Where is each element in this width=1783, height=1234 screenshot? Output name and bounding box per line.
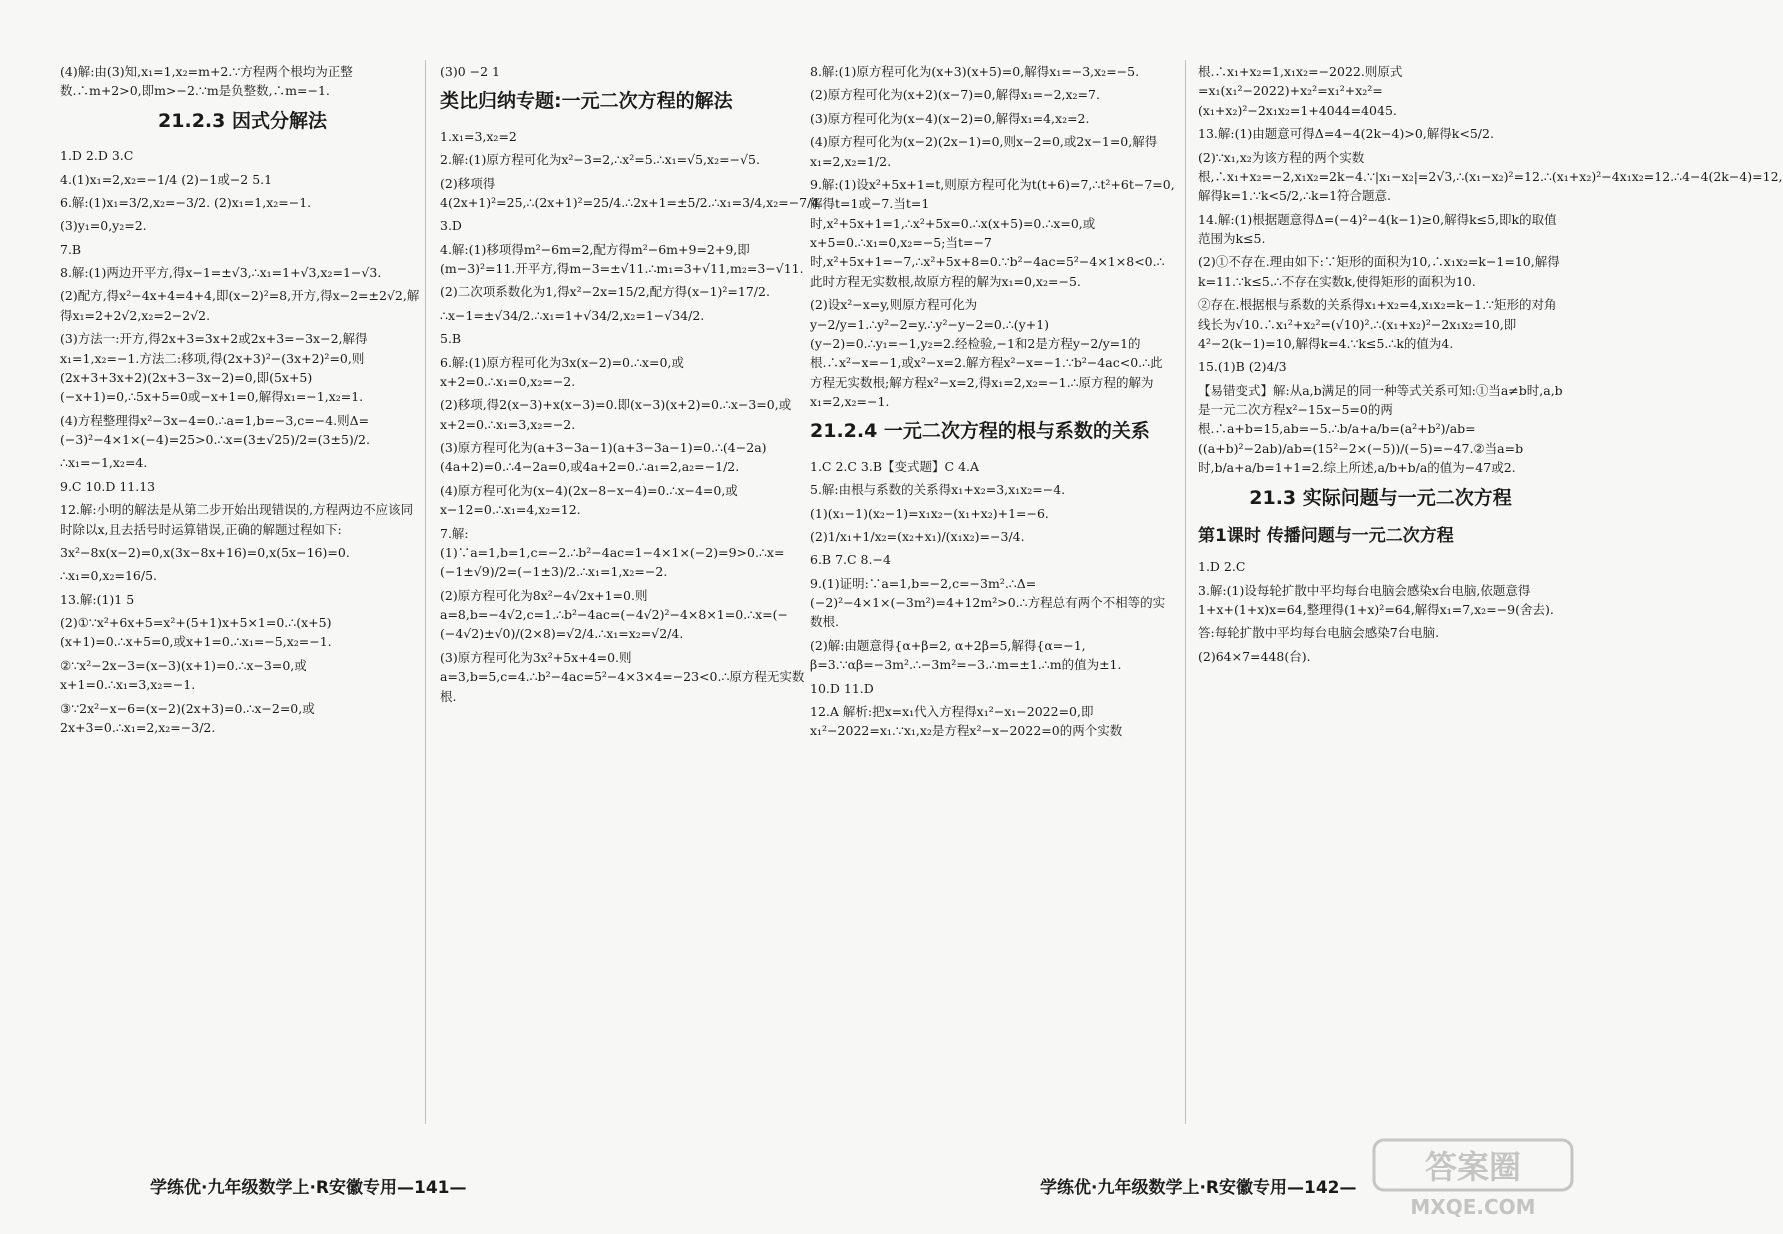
svg-text:答案圈: 答案圈 [1424,1148,1522,1186]
answer-line: 13.解:(1)1 5 [60,591,135,607]
answer-line: 14.解:(1)根据题意得Δ=(−4)²−4(k−1)≥0,解得k≤5,即k的取值范围为k≤5. [1198,211,1557,246]
answer-line: 6.解:(1)原方程可化为3x(x−2)=0.∴x=0,或x+2=0.∴x₁=0,x₂=−2. [440,354,684,389]
answer-line: 9.C 10.D 11.13 [60,478,156,494]
answer-line: (2)配方,得x²−4x+4=4+4,即(x−2)²=8,开方,得x−2=±2√2,解得x₁=2+2√2,x₂=2−2√2. [60,288,420,323]
answer-line: (2)①∵x²+6x+5=x²+(5+1)x+5×1=0.∴(x+5)(x+1)=0.∴x+5=0,或x+1=0.∴x₁=−5,x₂=−1. [60,615,332,650]
answer-line: 根.∴x₁+x₂=1,x₁x₂=−2022.则原式=x₁(x₁²−2022)+x₂²=x₁²+x₂²=(x₁+x₂)²−2x₁x₂=1+4044=4045. [1198,64,1403,118]
answer-line: 3x²−8x(x−2)=0,x(3x−8x+16)=0,x(5x−16)=0. [60,544,350,560]
section-title: 类比归纳专题:一元二次方程的解法 [440,90,733,113]
page-footer-142: 学练优·九年级数学上·R安徽专用—142— [1040,1178,1357,1198]
answer-line: 3.解:(1)设每轮扩散中平均每台电脑会感染x台电脑,依题意得1+x+(1+x)x=64,整理得(1+x)²=64,解得x₁=7,x₂=−9(舍去). [1198,582,1554,618]
answer-line: 4.(1)x₁=2,x₂=−1/4 (2)−1或−2 5.1 [60,171,273,187]
answer-line: (3)原方程可化为(x−4)(x−2)=0,解得x₁=4,x₂=2. [810,110,1090,126]
section-title: 21.2.3 因式分解法 [158,109,327,132]
answer-line: 13.解:(1)由题意可得Δ=4−4(2k−4)>0,解得k<5/2. [1198,126,1494,142]
answer-line: (3)原方程可化为3x²+5x+4=0.则a=3,b=5,c=4.∴b²−4ac=5²−4×3×4=−23<0.∴原方程无实数根. [440,649,805,704]
answer-line: (3)原方程可化为(a+3−3a−1)(a+3−3a−1)=0.∴(4−2a)(4a+2)=0.∴4−2a=0,或4a+2=0.∴a₁=2,a₂=−1/2. [440,440,767,475]
answer-line: (2)解:由题意得{α+β=2, α+2β=5,解得{α=−1, β=3.∵αβ=−3m².∴−3m²=−3.∴m=±1.∴m的值为±1. [810,637,1122,673]
answer-line: 5.解:由根与系数的关系得x₁+x₂=3,x₁x₂=−4. [810,482,1066,498]
answer-line: (3)y₁=0,y₂=2. [60,218,147,234]
answer-line: (2)64×7=448(台). [1198,648,1311,664]
page-footer-141: 学练优·九年级数学上·R安徽专用—141— [150,1178,467,1198]
answer-line: 6.B 7.C 8.−4 [810,552,891,568]
answer-line: 12.A 解析:把x=x₁代入方程得x₁²−x₁−2022=0,即x₁²−2022=x₁.∵x₁,x₂是方程x²−x−2022=0的两个实数 [810,703,1123,739]
answer-line: (2)原方程可化为(x+2)(x−7)=0,解得x₁=−2,x₂=7. [810,87,1100,103]
answer-line: 1.C 2.C 3.B【变式题】C 4.A [810,458,980,474]
answer-line: (2)1/x₁+1/x₂=(x₂+x₁)/(x₁x₂)=−3/4. [810,528,1025,544]
answer-line: 7.解:(1)∵a=1,b=1,c=−2.∴b²−4ac=1−4×1×(−2)=9>0.∴x=(−1±√9)/2=(−1±3)/2.∴x₁=1,x₂=−2. [440,525,785,580]
answer-line: 1.D 2.C [1198,559,1246,575]
answer-line: (2)移项得4(2x+1)²=25,∴(2x+1)²=25/4.∴2x+1=±5/2.∴x₁=3/4,x₂=−7/4. [440,175,824,210]
column-1 [60,62,425,1164]
answer-line: 5.B [440,331,462,347]
left-page [0,0,824,1234]
answer-line: 答:每轮扩散中平均每台电脑会感染7台电脑. [1198,625,1440,641]
answer-line: 2.解:(1)原方程可化为x²−3=2,∴x²=5.∴x₁=√5,x₂=−√5. [440,152,760,168]
answer-line: (2)移项,得2(x−3)+x(x−3)=0.即(x−3)(x+2)=0.∴x−3=0,或x+2=0.∴x₁=3,x₂=−2. [440,397,792,432]
answer-line: 1.D 2.D 3.C [60,148,134,164]
answer-line: (2)①不存在.理由如下:∵矩形的面积为10,∴x₁x₂=k−1=10,解得k=11.∵k≤5.∴不存在实数k,使得矩形的面积为10. [1198,254,1560,289]
answer-line: 10.D 11.D [810,680,874,696]
answer-line: 12.解:小明的解法是从第二步开始出现错误的,方程两边不应该同时除以x,且去括号时运算错误,正确的解题过程如下: [60,502,414,537]
answer-line: (2)设x²−x=y,则原方程可化为y−2/y=1.∴y²−2=y.∴y²−y−2=0.∴(y+1)(y−2)=0.∴y₁=−1,y₂=2.经检验,−1和2是方程y−2/y=1的根.∴x²−x=−1,或x²−x=2.解方程x²−x=−1.∵b²−4ac<0.∴此方程无实数根;解方程x²−x=2,得x₁=2,x₂=−1.∴原方程的解为x₁=2,x₂=−1. [810,297,1163,409]
section-title: 21.3 实际问题与一元二次方程 [1249,486,1512,509]
answer-line: (2)原方程可化为8x²−4√2x+1=0.则a=8,b=−4√2,c=1.∴b²−4ac=(−4√2)²−4×8×1=0.∴x=(−(−4√2)±√0)/(2×8)=√2/4.∴x₁=x₂=√2/4. [440,587,788,642]
answer-line: 1.x₁=3,x₂=2 [440,128,517,144]
section-title: 21.2.4 一元二次方程的根与系数的关系 [810,420,1150,443]
answer-line: (3)方法一:开方,得2x+3=3x+2或2x+3=−3x−2,解得x₁=1,x₂=−1.方法二:移项,得(2x+3)²−(3x+2)²=0,则(2x+3+3x+2)(2x+3−3x−2)=0,即(5x+5)(−x+1)=0,∴5x+5=0或−x+1=0,解得x₁=−1,x₂=1. [60,331,368,405]
answer-line: 【易错变式】解:从a,b满足的同一种等式关系可知:①当a≠b时,a,b是一元二次方程x²−15x−5=0的两根.∴a+b=15,ab=−5.∴b/a+a/b=(a²+b²)/ab=((a+b)²−2ab)/ab=(15²−2×(−5))/(−5)=−47.②当a=b时,b/a+a/b=1+1=2.综上所述,a/b+b/a的值为−47或2. [1198,382,1563,476]
column-divider [425,60,426,1124]
answer-line: (4)方程整理得x²−3x−4=0.∴a=1,b=−3,c=−4.则Δ=(−3)²−4×1×(−4)=25>0.∴x=(3±√25)/2=(3±5)/2. [60,412,370,448]
answer-line: ∴x₁=−1,x₂=4. [60,455,148,471]
answer-line: (4)原方程可化为(x−2)(2x−1)=0,则x−2=0,或2x−1=0,解得x₁=2,x₂=1/2. [810,134,1158,169]
svg-text:MXQE.COM: MXQE.COM [1410,1195,1536,1219]
answer-line: 6.解:(1)x₁=3/2,x₂=−3/2. (2)x₁=1,x₂=−1. [60,194,312,210]
answer-line: (4)解:由(3)知,x₁=1,x₂=m+2.∵方程两个根均为正整数.∴m+2>0,即m>−2.∵m是负整数,∴m=−1. [60,64,353,99]
answer-line: 9.(1)证明:∵a=1,b=−2,c=−3m².∴Δ=(−2)²−4×1×(−3m²)=4+12m²>0.∴方程总有两个不相等的实数根. [810,575,1166,630]
answer-line: ∴x−1=±√34/2.∴x₁=1+√34/2,x₂=1−√34/2. [440,307,705,323]
answer-line: (4)原方程可化为(x−4)(2x−8−x−4)=0.∴x−4=0,或x−12=0.∴x₁=4,x₂=12. [440,482,738,518]
column-2 [440,62,824,1164]
answer-line: (3)0 −2 1 [440,64,500,79]
column-4 [1198,62,1783,1164]
answer-line: (1)(x₁−1)(x₂−1)=x₁x₂−(x₁+x₂)+1=−6. [810,505,1049,521]
answer-line: ②∵x²−2x−3=(x−3)(x+1)=0.∴x−3=0,或x+1=0.∴x₁=3,x₂=−1. [60,657,307,693]
answer-line: 9.解:(1)设x²+5x+1=t,则原方程可化为t(t+6)=7,∴t²+6t−7=0,解得t=1或−7.当t=1时,x²+5x+1=1,∴x²+5x=0.∴x(x+5)=0.∴x=0,或x+5=0.∴x₁=0,x₂=−5;当t=−7时,x²+5x+1=−7,∴x²+5x+8=0.∵b²−4ac=5²−4×1×8<0.∴此时方程无实数根,故原方程的解为x₁=0,x₂=−5. [810,176,1175,289]
right-page [800,0,1783,1234]
answer-line: 8.解:(1)原方程可化为(x+3)(x+5)=0,解得x₁=−3,x₂=−5. [810,64,1140,79]
lesson-subtitle: 第1课时 传播问题与一元二次方程 [1198,525,1454,546]
answer-line: 8.解:(1)两边开平方,得x−1=±√3,∴x₁=1+√3,x₂=1−√3. [60,265,382,281]
answer-line: (2)∵x₁,x₂为该方程的两个实数根,∴x₁+x₂=−2,x₁x₂=2k−4.∵|x₁−x₂|=2√3,∴(x₁−x₂)²=12.∴(x₁+x₂)²−4x₁x₂=12.∴4−4(2k−4)=12,解得k=1.∵k<5/2,∴k=1符合题意. [1198,149,1783,204]
answer-line: 3.D [440,218,462,234]
answer-line: ∴x₁=0,x₂=16/5. [60,568,157,584]
answer-line: 15.(1)B (2)4/3 [1198,359,1287,375]
column-3 [810,62,1175,1164]
answer-line: ②存在.根据根与系数的关系得x₁+x₂=4,x₁x₂=k−1.∵矩形的对角线长为√10.∴x₁²+x₂²=(√10)².∴(x₁+x₂)²−2x₁x₂=10,即4²−2(k−1)=10,解得k=4.∵k≤5.∴k的值为4. [1198,297,1557,351]
answer-line: 7.B [60,241,82,257]
answer-line: (2)二次项系数化为1,得x²−2x=15/2,配方得(x−1)²=17/2. [440,284,770,300]
answer-line: 4.解:(1)移项得m²−6m=2,配方得m²−6m+9=2+9,即(m−3)²=11.开平方,得m−3=±√11.∴m₁=3+√11,m₂=3−√11. [440,241,804,277]
watermark-logo [1368,1136,1578,1220]
answer-line: ③∵2x²−x−6=(x−2)(2x+3)=0.∴x−2=0,或2x+3=0.∴x₁=2,x₂=−3/2. [60,700,315,735]
column-divider [1185,60,1186,1124]
